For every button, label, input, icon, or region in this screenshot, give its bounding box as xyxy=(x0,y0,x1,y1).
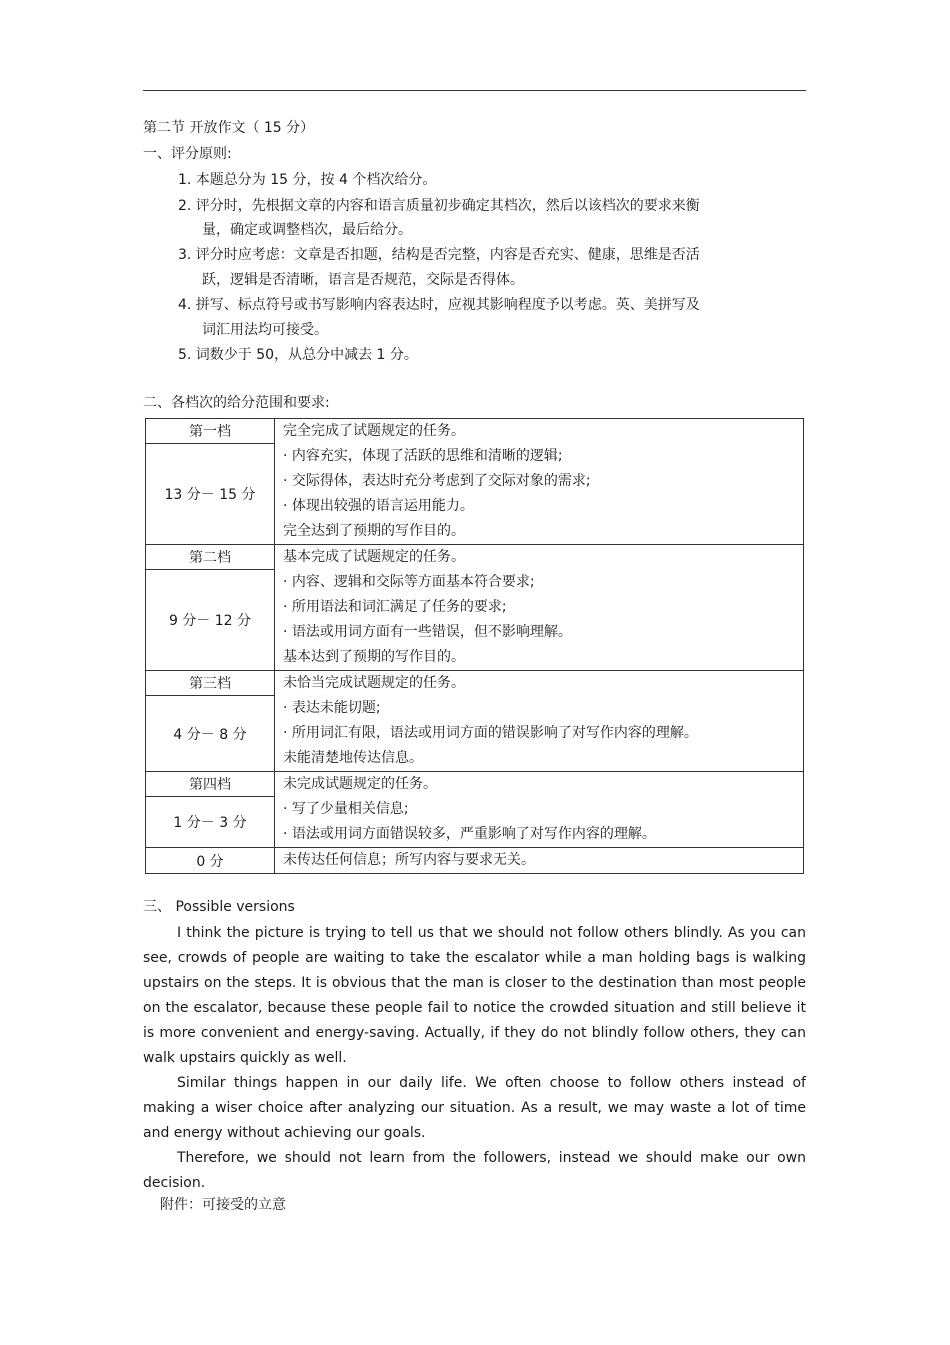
level-0-desc: 未传达任何信息；所写内容与要求无关。 xyxy=(275,848,804,874)
principle-2-cont: 量，确定或调整档次，最后给分。 xyxy=(202,222,412,238)
appendix-note: 附件：可接受的立意 xyxy=(160,1197,286,1213)
level-1-range: 13 分－ 15 分 xyxy=(146,444,275,545)
level-2-name: 第二档 xyxy=(146,545,275,570)
essay-body xyxy=(143,921,806,1196)
versions-title: 三、 Possible versions xyxy=(143,899,295,915)
level-4-range: 1 分－ 3 分 xyxy=(146,797,275,848)
grading-table xyxy=(145,418,804,874)
level-0-name: 0 分 xyxy=(146,848,275,874)
level-3-name: 第三档 xyxy=(146,671,275,696)
principle-4: 4. 拼写、标点符号或书写影响内容表达时，应视其影响程度予以考虑。英、美拼写及 xyxy=(178,297,700,313)
principle-5: 5. 词数少于 50，从总分中减去 1 分。 xyxy=(178,347,418,363)
level-3-desc: 未恰当完成试题规定的任务。 · 表达未能切题; · 所用词汇有限，语法或用词方面的错误影响了对写作内容的理解。 未能清楚地传达信息。 xyxy=(275,671,804,772)
level-3-range: 4 分－ 8 分 xyxy=(146,696,275,772)
header-rule xyxy=(143,90,806,91)
principle-3-cont: 跃，逻辑是否清晰，语言是否规范，交际是否得体。 xyxy=(202,272,524,288)
level-4-desc: 未完成试题规定的任务。 · 写了少量相关信息; · 语法或用词方面错误较多，严重影响了对写作内容的理解。 xyxy=(275,772,804,848)
principles-title: 一、评分原则: xyxy=(143,146,232,162)
essay-paragraph-3: Therefore, we should not learn from the followers, instead we should make our own decision. xyxy=(143,1150,806,1191)
essay-paragraph-1: I think the picture is trying to tell us that we should not follow others blindly. As you can see, crowds of people are waiting to take the escalator while a man holding bags is walking upstairs on the steps. It is obvious that the man is closer to the destination than most people on the escalator, because these people fail to notice the crowded situation and still believe it is more convenient and energy-saving. Actually, if they do not blindly follow others, they can walk upstairs quickly as well. xyxy=(143,925,806,1066)
level-2-desc: 基本完成了试题规定的任务。 · 内容、逻辑和交际等方面基本符合要求; · 所用语法和词汇满足了任务的要求; · 语法或用词方面有一些错误，但不影响理解。 基本达到了预期的写作目的。 xyxy=(275,545,804,671)
level-1-name: 第一档 xyxy=(146,419,275,444)
principle-2: 2. 评分时，先根据文章的内容和语言质量初步确定其档次，然后以该档次的要求来衡 xyxy=(178,198,700,214)
principle-1: 1. 本题总分为 15 分，按 4 个档次给分。 xyxy=(178,172,437,188)
level-2-range: 9 分－ 12 分 xyxy=(146,570,275,671)
level-4-name: 第四档 xyxy=(146,772,275,797)
principle-4-cont: 词汇用法均可接受。 xyxy=(202,322,328,338)
principle-3: 3. 评分时应考虑：文章是否扣题，结构是否完整，内容是否充实、健康，思维是否活 xyxy=(178,247,700,263)
level-1-desc: 完全完成了试题规定的任务。 · 内容充实，体现了活跃的思维和清晰的逻辑; · 交际得体，表达时充分考虑到了交际对象的需求; · 体现出较强的语言运用能力。 完全达到了预期的写作目的。 xyxy=(275,419,804,545)
essay-paragraph-2: Similar things happen in our daily life. We often choose to follow others instead of making a wiser choice after analyzing our situation. As a result, we may waste a lot of time and energy without achieving our goals. xyxy=(143,1075,806,1141)
section-title: 第二节 开放作文（ 15 分） xyxy=(143,120,315,136)
levels-title: 二、各档次的给分范围和要求: xyxy=(143,395,330,411)
